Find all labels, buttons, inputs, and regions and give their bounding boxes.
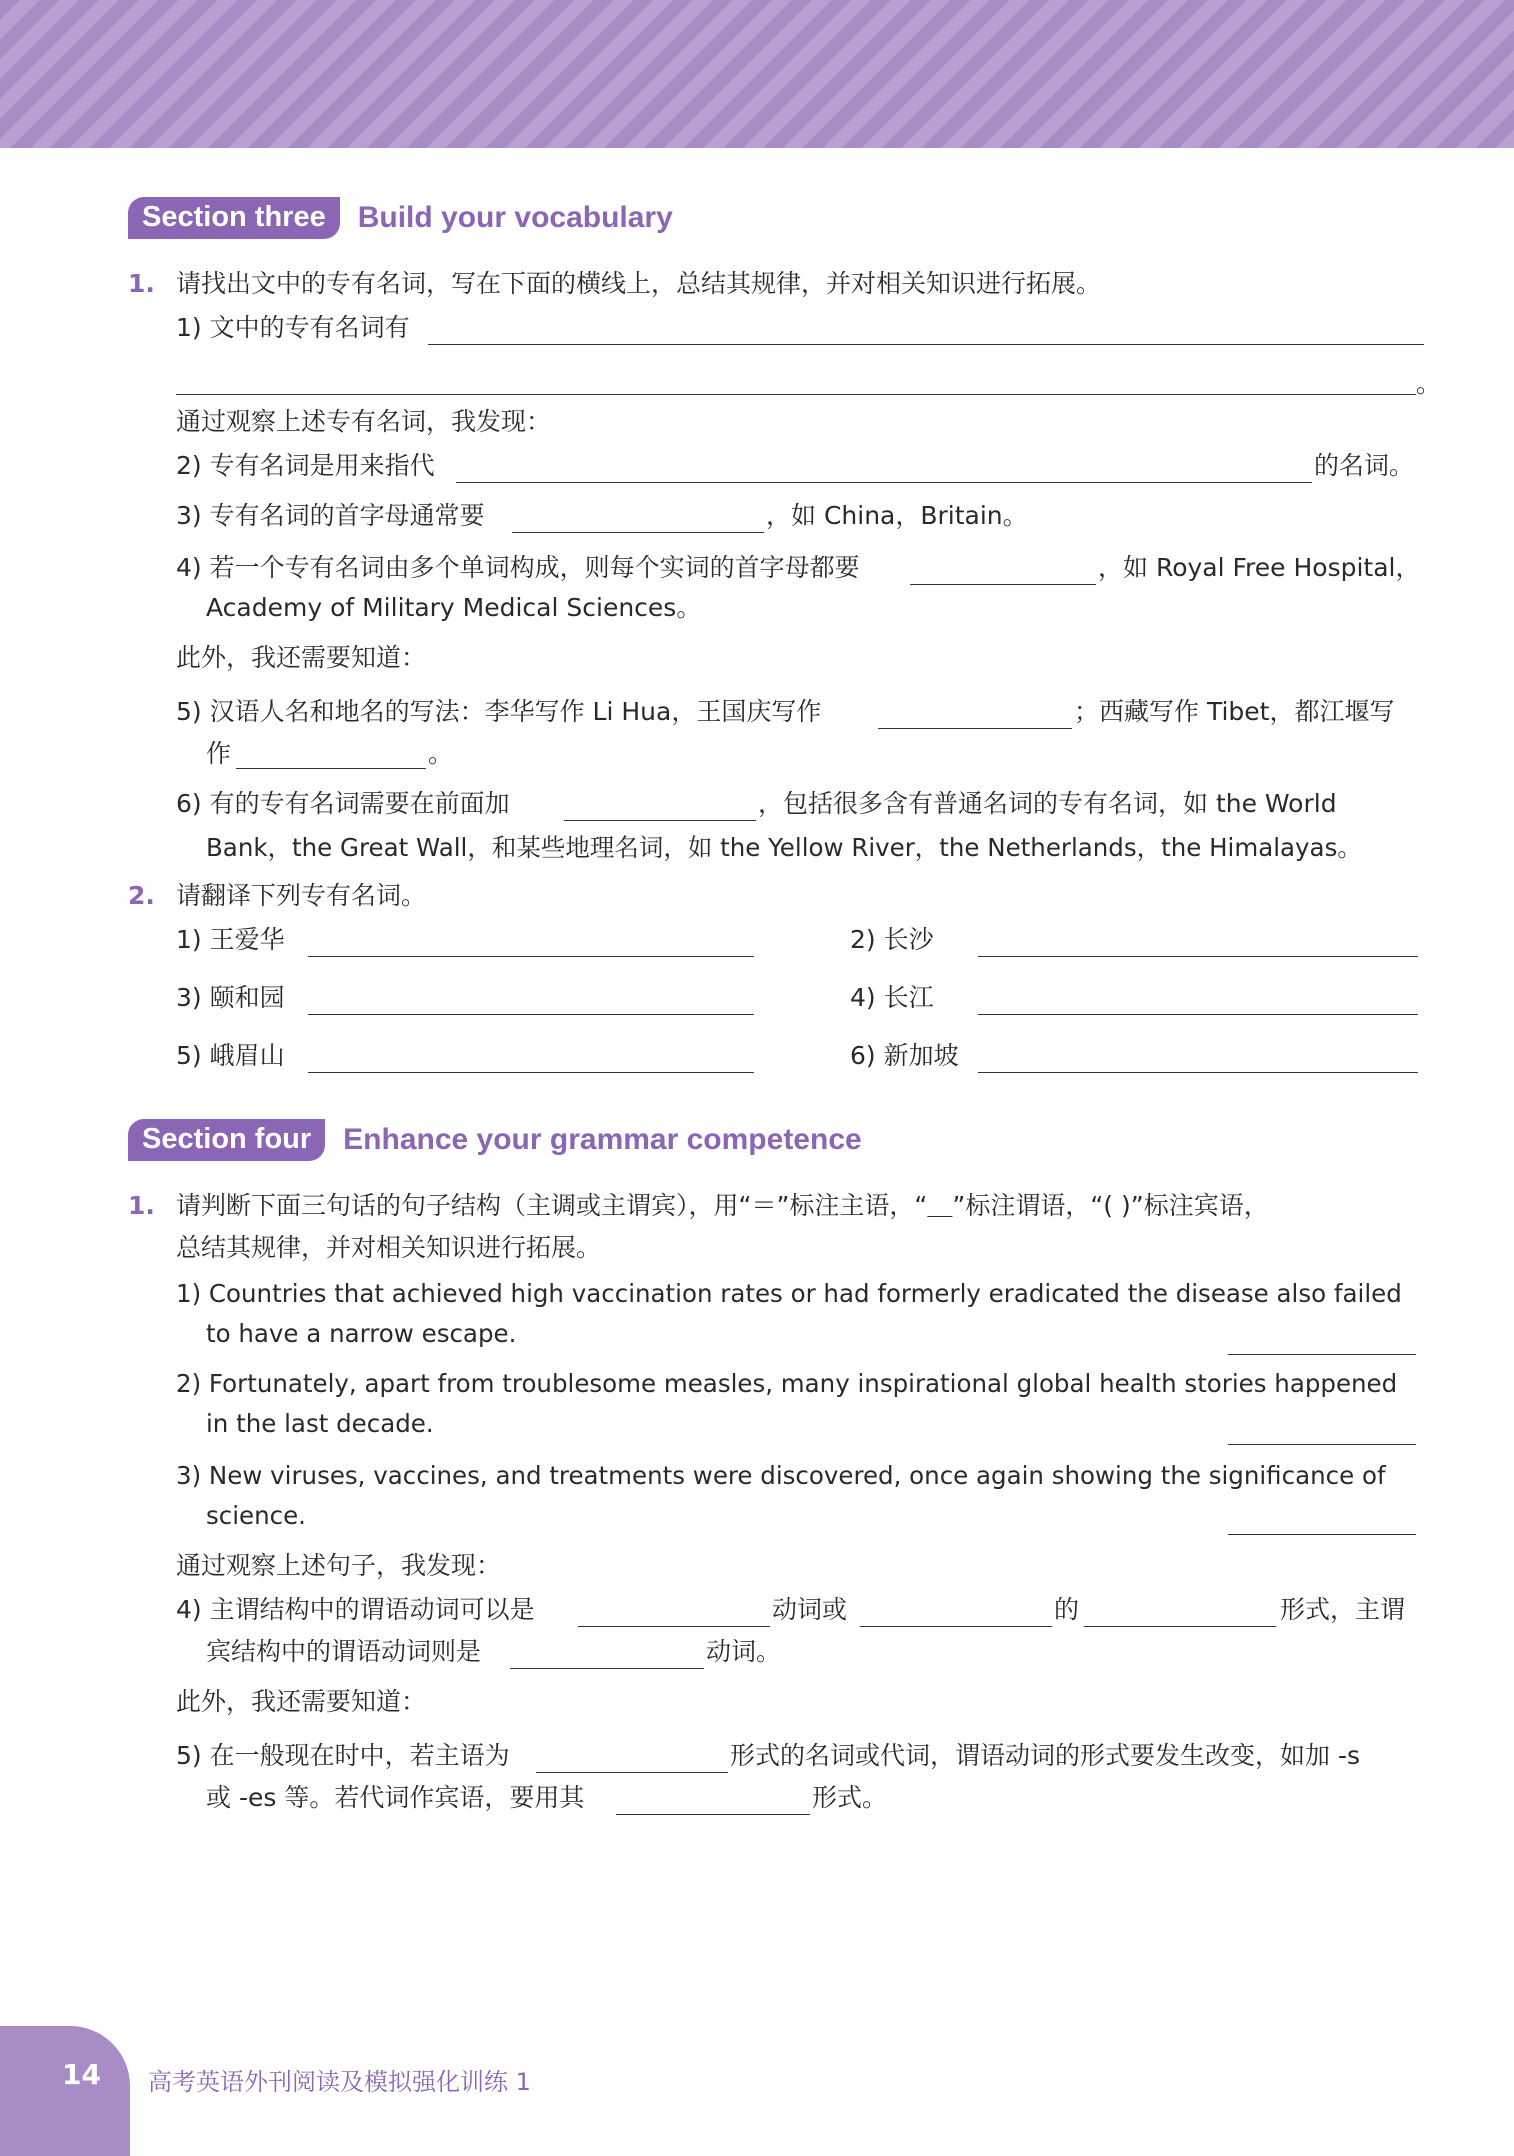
- observe-label: 通过观察上述专有名词，我发现：: [176, 407, 552, 436]
- sentence-3-cont: science.: [206, 1501, 306, 1530]
- answer-blank[interactable]: [236, 768, 426, 769]
- answer-blank[interactable]: [176, 394, 1416, 395]
- item-5-label: 5) 汉语人名和地名的写法：李华写作 Li Hua，王国庆写作: [176, 697, 822, 726]
- item-3-label: 3) 专有名词的首字母通常要: [176, 501, 485, 530]
- item-5-mid: ；西藏写作 Tibet，都江堰写: [1074, 697, 1395, 726]
- translate-item: 4) 长江: [850, 983, 934, 1012]
- period: 。: [1416, 369, 1442, 398]
- item-5-text: 形式的名词或代词，谓语动词的形式要发生改变，如加 -s: [730, 1741, 1360, 1770]
- item-4-label: 4) 若一个专有名词由多个单词构成，则每个实词的首字母都要: [176, 553, 860, 582]
- answer-blank[interactable]: [910, 584, 1096, 585]
- answer-blank[interactable]: [536, 1772, 728, 1773]
- item-2-end: 的名词。: [1314, 451, 1415, 480]
- answer-blank[interactable]: [978, 956, 1418, 957]
- sentence-2: 2) Fortunately, apart from troublesome measles, many inspirational global health stories happened: [176, 1369, 1398, 1398]
- item-6-label: 6) 有的专有名词需要在前面加: [176, 789, 510, 818]
- section-tag: Section three: [128, 197, 340, 239]
- item-6-mid: ，包括很多含有普通名词的专有名词，如 the World: [758, 789, 1337, 818]
- book-title: 高考英语外刊阅读及模拟强化训练 1: [148, 2068, 531, 2096]
- question-prompt: 请翻译下列专有名词。: [176, 881, 427, 910]
- answer-blank[interactable]: [578, 1626, 770, 1627]
- answer-blank[interactable]: [308, 1014, 754, 1015]
- answer-blank[interactable]: [1228, 1354, 1416, 1355]
- item-4-end: 动词。: [706, 1637, 782, 1666]
- question-number: 2.: [128, 881, 155, 910]
- item-5-cont: 或 -es 等。若代词作宾语，要用其: [206, 1783, 585, 1812]
- item-1-label: 1) 文中的专有名词有: [176, 313, 410, 342]
- question-prompt: 请找出文中的专有名词，写在下面的横线上，总结其规律，并对相关知识进行拓展。: [176, 269, 1102, 298]
- translate-item: 1) 王爱华: [176, 925, 285, 954]
- answer-blank[interactable]: [308, 956, 754, 957]
- item-6-cont: Bank，the Great Wall，和某些地理名词，如 the Yellow River，the Netherlands，the Himalayas。: [206, 833, 1362, 862]
- answer-blank[interactable]: [564, 820, 756, 821]
- answer-blank[interactable]: [978, 1072, 1418, 1073]
- section-three-header: [128, 196, 673, 240]
- section-tag: Section four: [128, 1119, 325, 1161]
- question-prompt: 请判断下面三句话的句子结构（主调或主谓宾），用“＝”标注主语，“＿”标注谓语，“( )”标注宾语，: [176, 1191, 1269, 1220]
- answer-blank[interactable]: [1228, 1444, 1416, 1445]
- translate-item: 3) 颐和园: [176, 983, 285, 1012]
- top-banner: [0, 0, 1514, 148]
- answer-blank[interactable]: [878, 728, 1072, 729]
- item-4-cont: Academy of Military Medical Sciences。: [206, 593, 702, 622]
- item-4-text: 动词或: [772, 1595, 848, 1624]
- answer-blank[interactable]: [428, 344, 1424, 345]
- subject-mark: ＝: [751, 1191, 777, 1220]
- observe-label: 通过观察上述句子，我发现：: [176, 1551, 502, 1580]
- item-5-end: 。: [428, 739, 454, 768]
- item-5-label: 5) 在一般现在时中，若主语为: [176, 1741, 510, 1770]
- page-number: 14: [62, 2058, 101, 2091]
- item-4-cont: 宾结构中的谓语动词则是: [206, 1637, 482, 1666]
- translate-item: 6) 新加坡: [850, 1041, 959, 1070]
- answer-blank[interactable]: [512, 532, 764, 533]
- answer-blank[interactable]: [860, 1626, 1052, 1627]
- question-number: 1.: [128, 269, 155, 298]
- predicate-mark: ＿: [927, 1191, 953, 1220]
- item-5-cont: 作: [206, 739, 232, 768]
- sentence-3: 3) New viruses, vaccines, and treatments were discovered, once again showing the significance of: [176, 1461, 1386, 1490]
- section-title: Enhance your grammar competence: [343, 1123, 862, 1156]
- sentence-2-cont: in the last decade.: [206, 1409, 434, 1438]
- answer-blank[interactable]: [1084, 1626, 1276, 1627]
- item-4-label: 4) 主谓结构中的谓语动词可以是: [176, 1595, 535, 1624]
- item-3-end: ，如 China，Britain。: [766, 501, 1028, 530]
- page-number-tab: [0, 2026, 130, 2156]
- sentence-1: 1) Countries that achieved high vaccination rates or had formerly eradicated the disease also failed: [176, 1279, 1402, 1308]
- answer-blank[interactable]: [616, 1814, 810, 1815]
- also-label: 此外，我还需要知道：: [176, 1687, 427, 1716]
- question-number: 1.: [128, 1191, 155, 1220]
- section-title: Build your vocabulary: [357, 201, 673, 234]
- item-2-label: 2) 专有名词是用来指代: [176, 451, 435, 480]
- answer-blank[interactable]: [510, 1668, 704, 1669]
- item-4-text: 的: [1054, 1595, 1080, 1624]
- question-prompt-cont: 总结其规律，并对相关知识进行拓展。: [176, 1233, 602, 1262]
- section-four-header: [128, 1118, 862, 1162]
- also-label: 此外，我还需要知道：: [176, 643, 427, 672]
- sentence-1-cont: to have a narrow escape.: [206, 1319, 517, 1348]
- translate-item: 2) 长沙: [850, 925, 934, 954]
- item-4-end: ，如 Royal Free Hospital，: [1098, 553, 1421, 582]
- item-5-end: 形式。: [812, 1783, 888, 1812]
- item-4-text: 形式，主谓: [1280, 1595, 1406, 1624]
- answer-blank[interactable]: [308, 1072, 754, 1073]
- answer-blank[interactable]: [978, 1014, 1418, 1015]
- answer-blank[interactable]: [1228, 1534, 1416, 1535]
- answer-blank[interactable]: [456, 482, 1312, 483]
- translate-item: 5) 峨眉山: [176, 1041, 285, 1070]
